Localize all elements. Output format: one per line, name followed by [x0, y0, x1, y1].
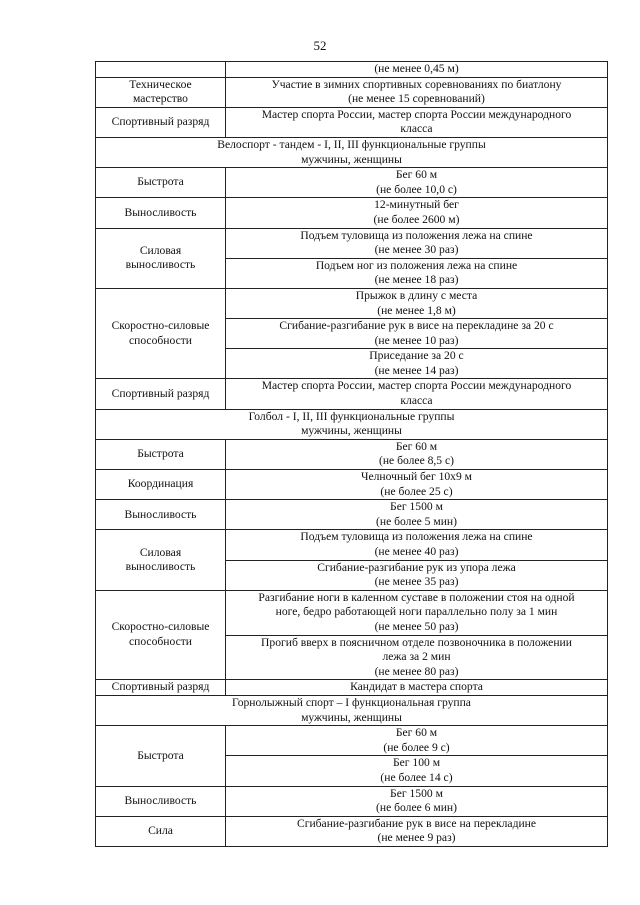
cell-text-line: мужчины, женщины: [301, 424, 402, 438]
cell-text-line: мужчины, женщины: [301, 152, 402, 166]
cell-text-line: Подъем туловища из положения лежа на спине: [300, 228, 533, 242]
table-row: [96, 470, 608, 500]
cell-text-line: Спортивный разряд: [111, 680, 210, 694]
cell-text-line: Бег 1500 м: [390, 500, 443, 514]
cell-text-line: Техническое: [129, 77, 192, 91]
table-cell: [226, 62, 608, 78]
cell-text-line: Выносливость: [124, 205, 197, 219]
cell-text-line: Силовая: [139, 545, 182, 559]
cell-text-line: Быстрота: [137, 175, 184, 189]
cell-text-line: способности: [129, 635, 192, 649]
cell-text-line: Силовая: [139, 243, 182, 257]
table-cell: [226, 288, 608, 318]
cell-text-line: Мастер спорта России, мастер спорта России международного: [261, 379, 572, 393]
table-cell: [226, 168, 608, 198]
cell-text-line: Сила: [148, 823, 173, 837]
table-cell: [96, 439, 226, 469]
cell-text-line: Прыжок в длину с места: [355, 288, 478, 302]
cell-text-line: (не более 5 мин): [376, 514, 457, 528]
cell-text-line: Выносливость: [124, 507, 197, 521]
cell-text-line: (не менее 50 раз): [374, 619, 459, 633]
cell-text-line: Бег 60 м: [395, 726, 438, 740]
table-cell: [96, 107, 226, 137]
cell-text-line: Подъем туловища из положения лежа на спине: [300, 530, 533, 544]
cell-text-line: (не менее 15 соревнований): [348, 92, 485, 106]
cell-text-line: (не менее 40 раз): [374, 545, 459, 558]
cell-text-line: Спортивный разряд: [111, 386, 210, 400]
table-row: [96, 695, 608, 725]
cell-text-line: (не менее 10 раз): [374, 333, 459, 347]
table-row: [96, 228, 608, 258]
cell-text-line: (не более 6 мин): [376, 801, 457, 815]
table-cell: [226, 635, 608, 680]
table-cell: [96, 228, 226, 288]
table-cell: [226, 77, 608, 107]
table-cell: [226, 680, 608, 696]
cell-text-line: (не более 9 с): [383, 740, 450, 754]
table-cell: [96, 680, 226, 696]
table-row: [96, 816, 608, 846]
cell-text-line: мастерство: [133, 92, 188, 106]
table-cell: [226, 530, 608, 560]
cell-text-line: (не менее 80 раз): [374, 664, 459, 678]
cell-text-line: (не более 25 с): [380, 484, 453, 498]
cell-text-line: (не более 14 с): [380, 770, 453, 784]
page-number: 52: [313, 38, 327, 53]
cell-text-line: Разгибание ноги в каленном суставе в положении стоя на одной: [258, 590, 575, 604]
table-cell: [226, 439, 608, 469]
cell-text-line: Прогиб вверх в поясничном отделе позвоночника в положении: [261, 635, 572, 649]
table-cell: [226, 816, 608, 846]
cell-text-line: Скоростно-силовые: [111, 319, 210, 333]
cell-text-line: (не менее 0,45 м): [374, 62, 459, 75]
cell-text-line: Участие в зимних спортивных соревнованиях по биатлону: [271, 77, 562, 91]
table-cell: [96, 816, 226, 846]
table-cell: [96, 470, 226, 500]
cell-text-line: Спортивный разряд: [111, 115, 210, 129]
table-row: [96, 786, 608, 816]
table-cell: [226, 560, 608, 590]
table-row: [96, 500, 608, 530]
table-cell: [226, 379, 608, 409]
cell-text-line: Координация: [127, 477, 194, 491]
norms-table-body: [96, 62, 608, 847]
cell-text-line: ноге, бедро работающей ноги параллельно полу за 1 мин: [275, 605, 558, 619]
table-cell: [226, 228, 608, 258]
table-row: [96, 590, 608, 635]
table-cell: [96, 137, 608, 167]
table-cell: [226, 470, 608, 500]
cell-text-line: (не более 2600 м): [373, 212, 460, 226]
cell-text-line: Кандидат в мастера спорта: [350, 680, 483, 694]
cell-text-line: (не менее 30 раз): [374, 243, 459, 257]
table-cell: [226, 590, 608, 635]
cell-text-line: (не менее 35 раз): [374, 575, 459, 589]
table-row: [96, 288, 608, 318]
table-row: [96, 137, 608, 167]
cell-text-line: класса: [400, 394, 433, 408]
cell-text-line: лежа за 2 мин: [382, 650, 451, 664]
table-cell: [96, 590, 226, 680]
table-row: [96, 439, 608, 469]
table-cell: [226, 786, 608, 816]
table-row: [96, 409, 608, 439]
table-cell: [226, 107, 608, 137]
table-row: [96, 107, 608, 137]
table-row: [96, 198, 608, 228]
table-cell: [96, 379, 226, 409]
cell-text-line: Приседание за 20 с: [369, 349, 464, 363]
cell-text-line: Сгибание-разгибание рук в висе на перекладине: [296, 816, 537, 830]
cell-text-line: Бег 100 м: [392, 756, 441, 770]
table-cell: [96, 288, 226, 379]
table-row: [96, 530, 608, 560]
cell-text-line: Велоспорт - тандем - I, II, III функциональные группы: [217, 137, 486, 151]
table-cell: [96, 198, 226, 228]
table-cell: [226, 726, 608, 756]
norms-table: [95, 61, 608, 847]
cell-text-line: (не более 8,5 с): [378, 454, 455, 468]
cell-text-line: 12-минутный бег: [374, 198, 459, 212]
table-cell: [226, 756, 608, 786]
table-cell: [96, 726, 226, 786]
table-row: [96, 168, 608, 198]
cell-text-line: (не более 10,0 с): [376, 182, 457, 196]
cell-text-line: Подъем ног из положения лежа на спине: [315, 258, 518, 272]
table-cell: [96, 500, 226, 530]
table-row: [96, 62, 608, 78]
cell-text-line: Мастер спорта России, мастер спорта России международного: [261, 107, 572, 121]
cell-text-line: Бег 60 м: [395, 168, 438, 182]
table-row: [96, 77, 608, 107]
table-cell: [96, 695, 608, 725]
cell-text-line: Скоростно-силовые: [111, 620, 210, 634]
table-cell: [96, 409, 608, 439]
table-row: [96, 379, 608, 409]
table-cell: [226, 349, 608, 379]
table-cell: [96, 168, 226, 198]
cell-text-line: (не менее 9 раз): [377, 831, 456, 845]
cell-text-line: выносливость: [125, 560, 196, 574]
table-cell: [226, 500, 608, 530]
cell-text-line: Челночный бег 10х9 м: [360, 470, 473, 484]
table-cell: [96, 786, 226, 816]
cell-text-line: способности: [129, 333, 192, 347]
cell-text-line: Выносливость: [124, 793, 197, 807]
cell-text-line: класса: [400, 122, 433, 136]
cell-text-line: Бег 60 м: [395, 439, 438, 453]
table-cell: [226, 258, 608, 288]
cell-text-line: Горнолыжный спорт – I функциональная группа: [232, 695, 471, 709]
cell-text-line: Бег 1500 м: [390, 786, 443, 800]
cell-text-line: Быстрота: [137, 447, 184, 461]
cell-text-line: Голбол - I, II, III функциональные группы: [248, 409, 455, 423]
cell-text-line: мужчины, женщины: [301, 710, 402, 724]
table-cell: [226, 198, 608, 228]
table-row: [96, 680, 608, 696]
table-cell: [96, 530, 226, 590]
cell-text-line: (не менее 14 раз): [374, 363, 459, 377]
table-cell: [96, 62, 226, 78]
cell-text-line: Сгибание-разгибание рук из упора лежа: [317, 560, 516, 574]
table-row: [96, 726, 608, 756]
cell-text-line: Сгибание-разгибание рук в висе на перекладине за 20 с: [279, 319, 554, 333]
table-cell: [226, 319, 608, 349]
cell-text-line: (не менее 1,8 м): [377, 303, 456, 317]
cell-text-line: (не менее 18 раз): [374, 273, 459, 287]
cell-text-line: Быстрота: [137, 748, 184, 762]
cell-text-line: выносливость: [125, 258, 196, 272]
table-cell: [96, 77, 226, 107]
